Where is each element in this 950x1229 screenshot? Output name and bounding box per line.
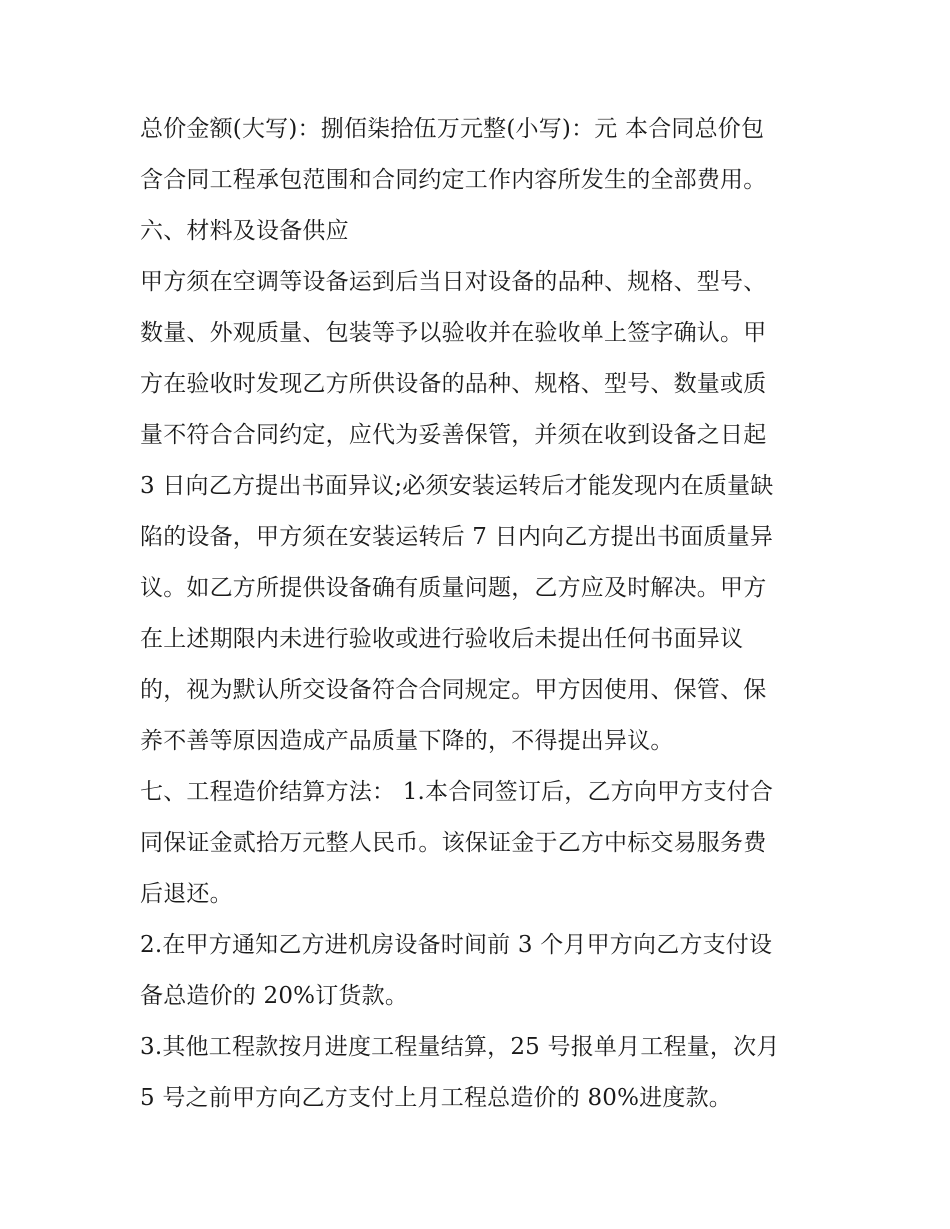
text-line: 议。如乙方所提供设备确有质量问题，乙方应及时解决。甲方 bbox=[140, 575, 767, 601]
text-line: 2.在甲方通知乙方进机房设备时间前 3 个月甲方向乙方支付设 bbox=[140, 932, 773, 958]
text-line: 甲方须在空调等设备运到后当日对设备的品种、规格、型号、 bbox=[140, 269, 767, 295]
text-line: 量不符合合同约定，应代为妥善保管，并须在收到设备之日起 bbox=[140, 422, 767, 448]
document-body bbox=[140, 104, 810, 1124]
text-line: 3.其他工程款按月进度工程量结算，25 号报单月工程量，次月 bbox=[140, 1034, 780, 1060]
text-line: 的，视为默认所交设备符合合同规定。甲方因使用、保管、保 bbox=[140, 677, 767, 703]
section-heading: 七、工程造价结算方法： 1.本合同签订后，乙方向甲方支付合 bbox=[140, 779, 774, 805]
section-heading: 六、材料及设备供应 bbox=[140, 218, 349, 244]
text-line: 总价金额(大写)：捌佰柒拾伍万元整(小写)：元 本合同总价包 bbox=[140, 116, 765, 142]
text-line: 数量、外观质量、包装等予以验收并在验收单上签字确认。甲 bbox=[140, 320, 767, 346]
text-line: 方在验收时发现乙方所供设备的品种、规格、型号、数量或质 bbox=[140, 371, 767, 397]
text-line: 5 号之前甲方向乙方支付上月工程总造价的 80%进度款。 bbox=[140, 1085, 732, 1111]
text-line: 同保证金贰拾万元整人民币。该保证金于乙方中标交易服务费 bbox=[140, 830, 767, 856]
text-line: 3 日向乙方提出书面异议;必须安装运转后才能发现内在质量缺 bbox=[140, 473, 774, 499]
text-line: 后退还。 bbox=[140, 881, 233, 907]
text-line: 养不善等原因造成产品质量下降的，不得提出异议。 bbox=[140, 728, 674, 754]
text-line: 含合同工程承包范围和合同约定工作内容所发生的全部费用。 bbox=[140, 167, 767, 193]
text-line: 备总造价的 20%订货款。 bbox=[140, 983, 409, 1009]
text-line: 在上述期限内未进行验收或进行验收后未提出任何书面异议 bbox=[140, 626, 744, 652]
text-line: 陷的设备，甲方须在安装运转后 7 日内向乙方提出书面质量异 bbox=[140, 524, 774, 550]
